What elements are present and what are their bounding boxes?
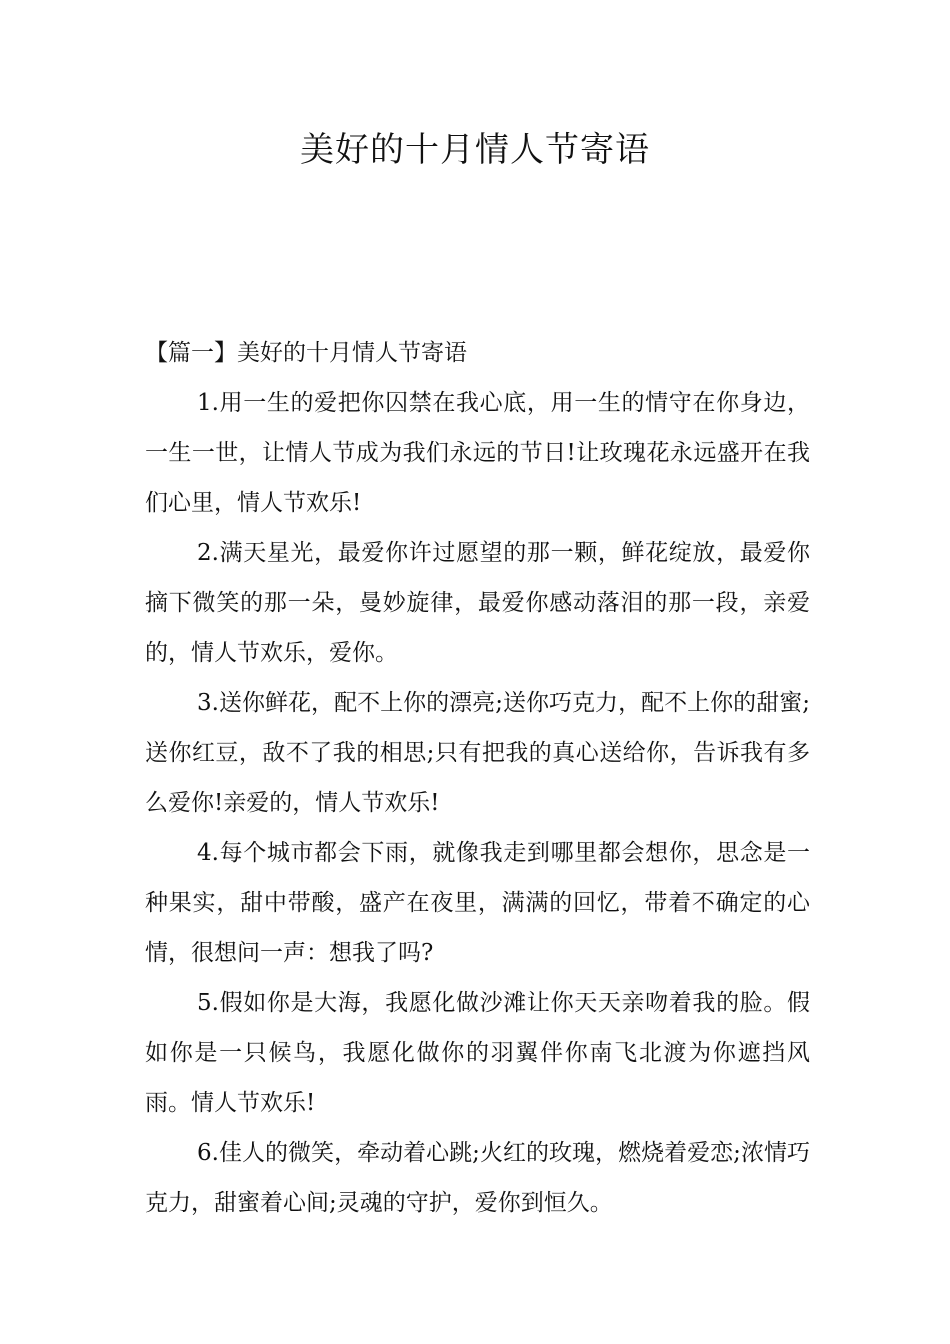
paragraph-1: 1.用一生的爱把你囚禁在我心底，用一生的情守在你身边，一生一世，让情人节成为我们永远的节日!让玫瑰花永远盛开在我们心里，情人节欢乐!: [145, 390, 810, 516]
paragraph-6: 6.佳人的微笑，牵动着心跳;火红的玫瑰，燃烧着爱恋;浓情巧克力，甜蜜着心间;灵魂的守护，爱你到恒久。: [145, 1140, 810, 1216]
section-heading: 【篇一】美好的十月情人节寄语: [145, 340, 467, 366]
paragraph-3: 3.送你鲜花，配不上你的漂亮;送你巧克力，配不上你的甜蜜;送你红豆，敌不了我的相思;只有把我的真心送给你，告诉我有多么爱你!亲爱的，情人节欢乐!: [145, 690, 810, 816]
document-title: 美好的十月情人节寄语: [300, 130, 650, 170]
paragraph-4: 4.每个城市都会下雨，就像我走到哪里都会想你，思念是一种果实，甜中带酸，盛产在夜里，满满的回忆，带着不确定的心情，很想问一声：想我了吗?: [145, 840, 810, 966]
paragraph-5: 5.假如你是大海，我愿化做沙滩让你天天亲吻着我的脸。假如你是一只候鸟，我愿化做你的羽翼伴你南飞北渡为你遮挡风雨。情人节欢乐!: [145, 990, 810, 1116]
paragraph-2: 2.满天星光，最爱你许过愿望的那一颗，鲜花绽放，最爱你摘下微笑的那一朵，曼妙旋律，最爱你感动落泪的那一段，亲爱的，情人节欢乐，爱你。: [145, 540, 810, 666]
document-body: [145, 328, 810, 1228]
